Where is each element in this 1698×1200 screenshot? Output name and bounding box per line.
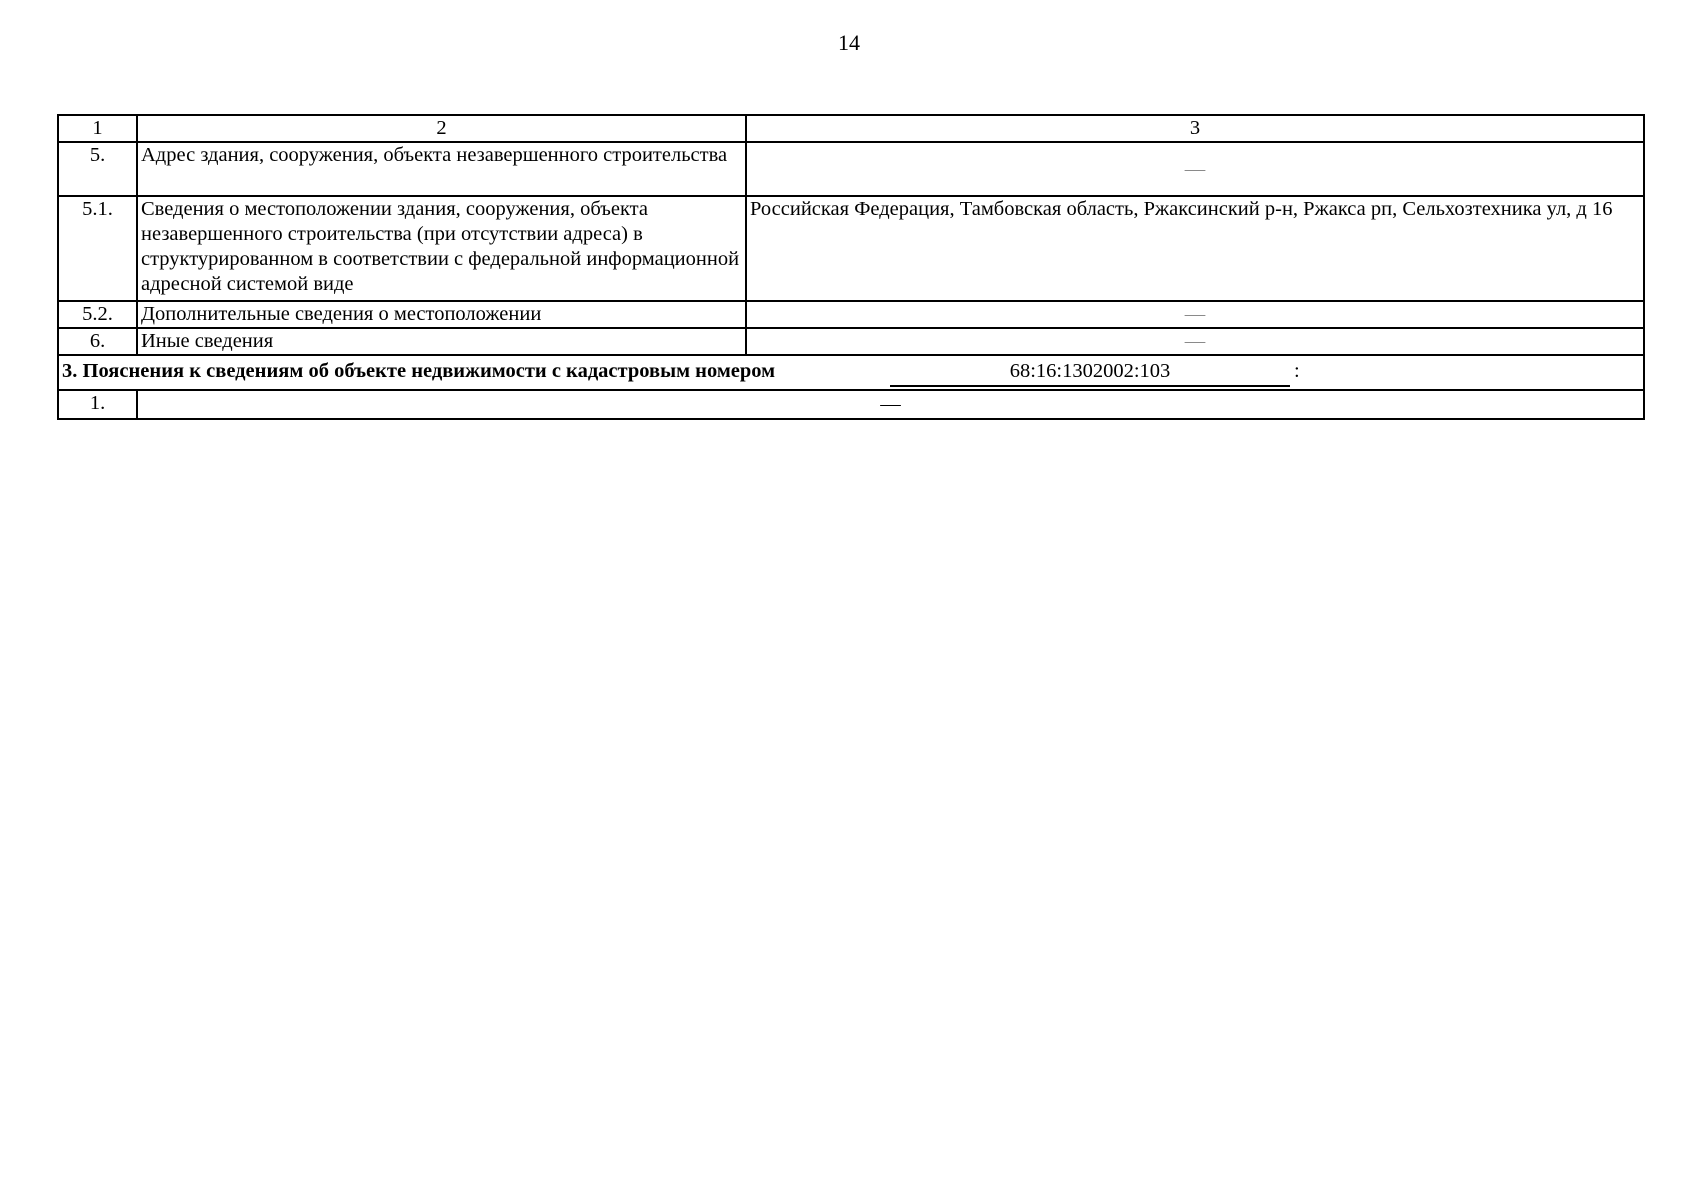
row-number: 5.: [58, 142, 137, 196]
table-header-row: [58, 115, 1644, 142]
property-info-table: [57, 114, 1645, 420]
row-number: 5.2.: [58, 301, 137, 328]
row-value: —: [746, 142, 1644, 196]
row-number: 1.: [58, 390, 137, 419]
section-3-header: [58, 355, 1644, 390]
row-value: —: [746, 301, 1644, 328]
table-row: [58, 196, 1644, 301]
row-value-address: Российская Федерация, Тамбовская область, Ржаксинский р-н, Ржакса рп, Сельхозтехника ул, д 16: [746, 196, 1644, 301]
row-number: 6.: [58, 328, 137, 355]
row-label: Дополнительные сведения о местоположении: [137, 301, 746, 328]
cadastral-number: 68:16:1302002:103: [890, 359, 1290, 387]
column-header-1: 1: [58, 115, 137, 142]
table-row: [58, 390, 1644, 419]
column-header-2: 2: [137, 115, 746, 142]
table-row: [58, 301, 1644, 328]
row-label: Иные сведения: [137, 328, 746, 355]
table-row: [58, 142, 1644, 196]
row-label: Адрес здания, сооружения, объекта незавершенного строительства: [137, 142, 746, 196]
row-value: —: [137, 390, 1644, 419]
column-header-3: 3: [746, 115, 1644, 142]
section-3-header-row: [58, 355, 1644, 390]
page-number: 14: [838, 30, 860, 55]
section-3-title: 3. Пояснения к сведениям об объекте недвижимости с кадастровым номером: [62, 360, 776, 382]
cadastral-colon: :: [1294, 360, 1300, 382]
row-value: —: [746, 328, 1644, 355]
row-label: Сведения о местоположении здания, сооружения, объекта незавершенного строительства (при отсутствии адреса) в структурированном в соответствии с федеральной информационной адресной системой виде: [137, 196, 746, 301]
row-number: 5.1.: [58, 196, 137, 301]
table-row: [58, 328, 1644, 355]
